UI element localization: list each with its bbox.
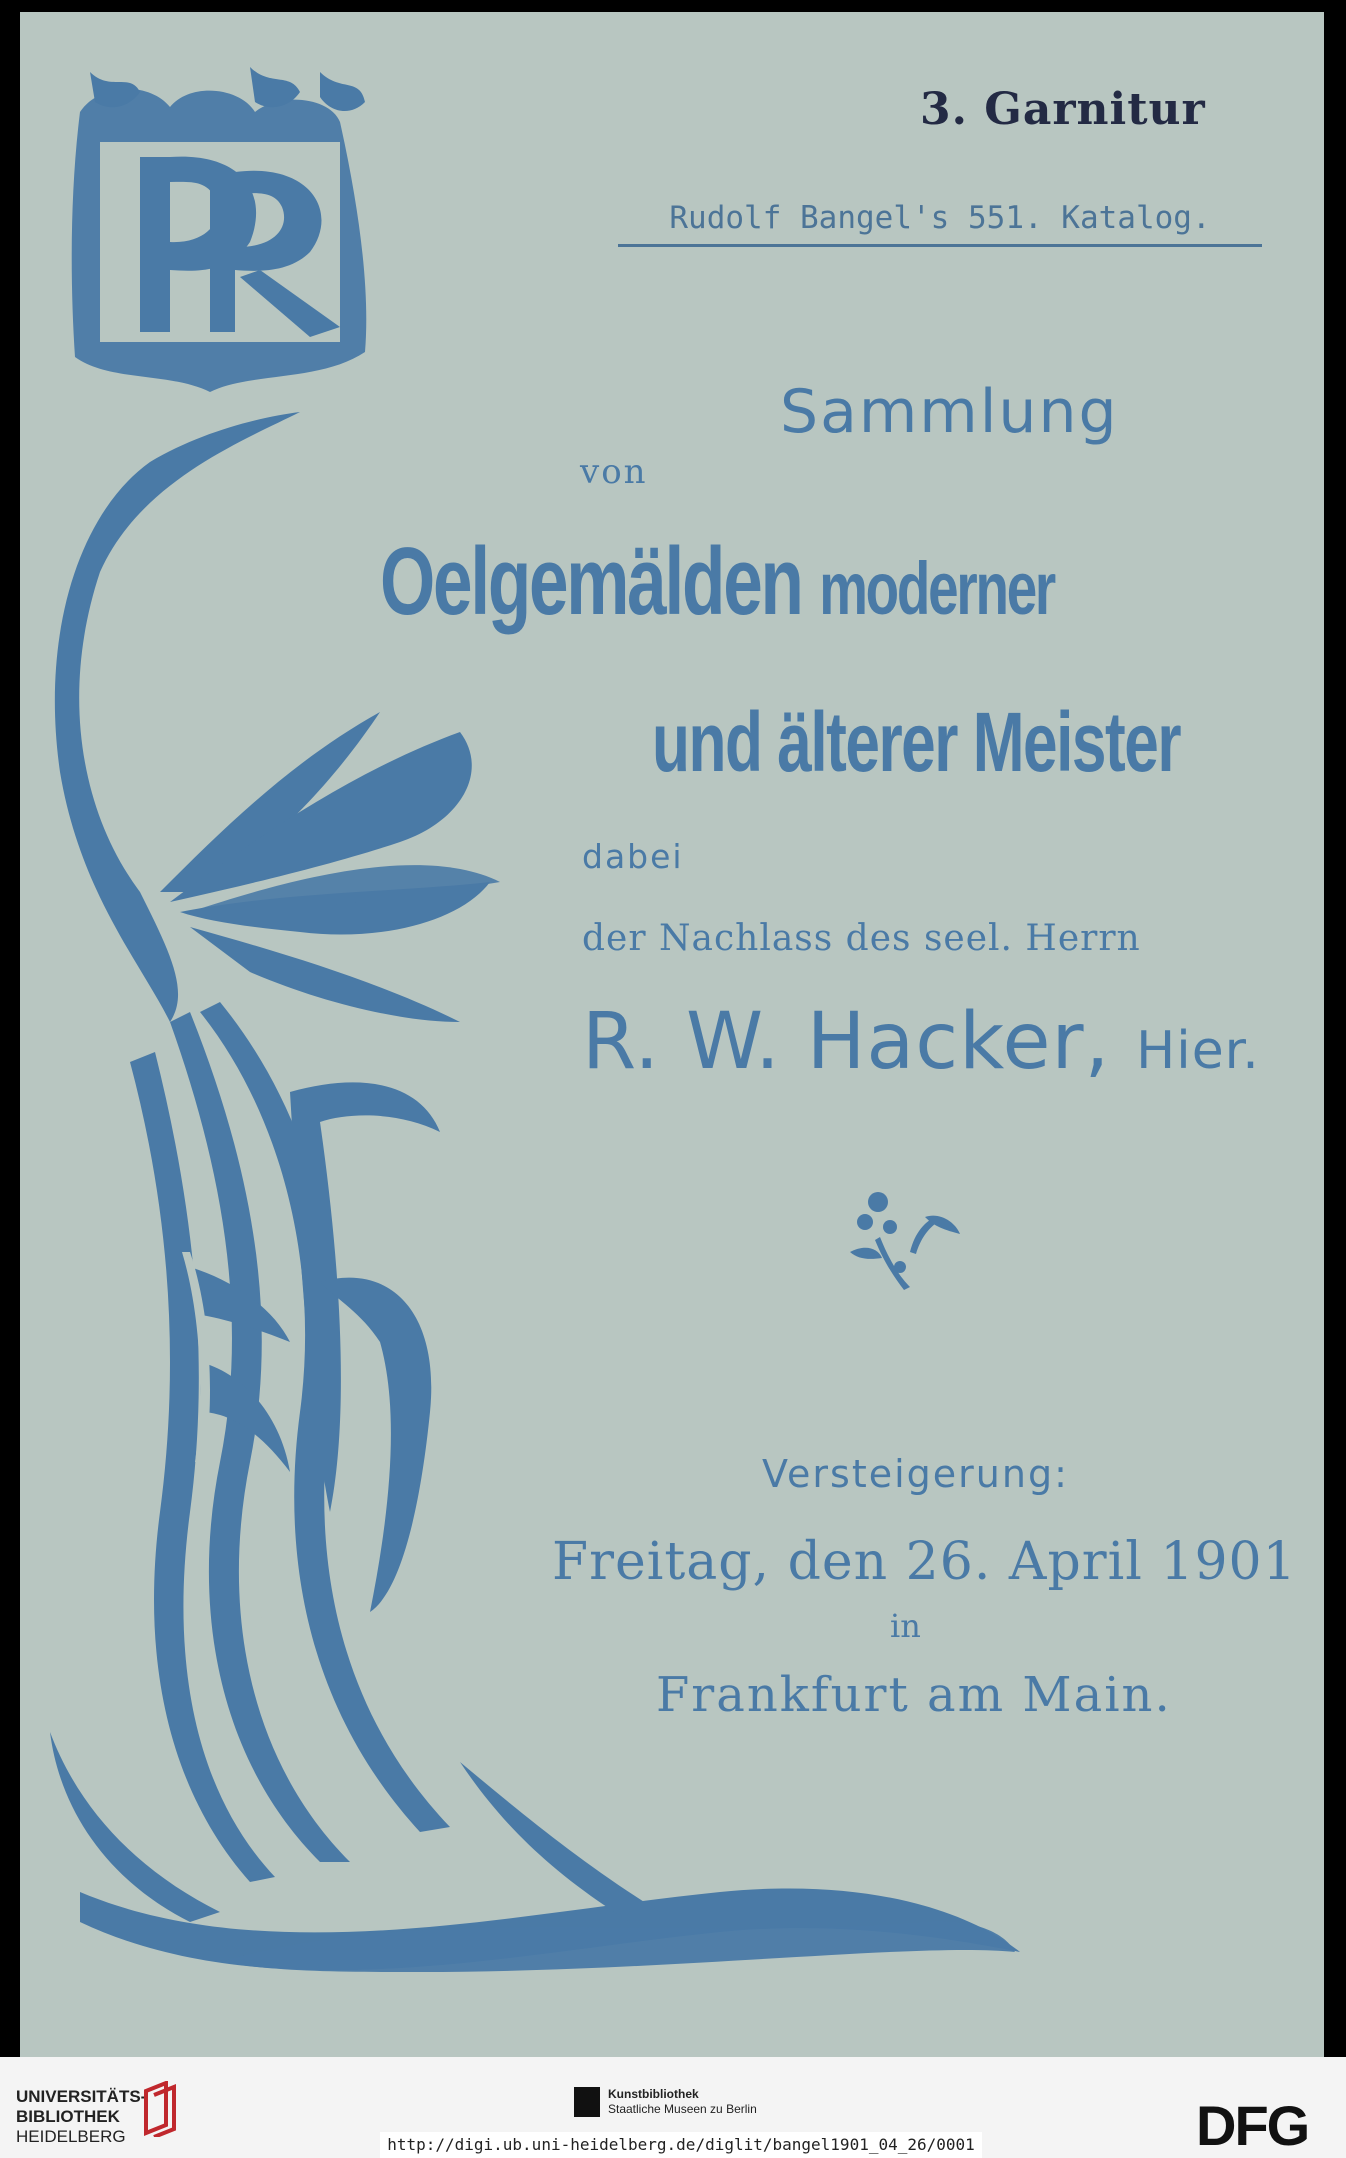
kunstbibliothek-icon bbox=[574, 2087, 600, 2117]
dfg-logo[interactable]: DFG bbox=[1196, 2094, 1309, 2157]
auction-label: Versteigerung: bbox=[762, 1452, 1069, 1496]
kb-line-2: Staatliche Museen zu Berlin bbox=[608, 2102, 757, 2116]
name-suffix: Hier. bbox=[1136, 1021, 1260, 1081]
ub-line-1: UNIVERSITÄTS- bbox=[16, 2087, 147, 2106]
text-nachlass: der Nachlass des seel. Herrn bbox=[582, 918, 1141, 959]
long-leaf bbox=[55, 412, 300, 1022]
kunstbibliothek-text[interactable] bbox=[608, 2087, 757, 2117]
title-line-1 bbox=[380, 527, 1054, 637]
title-line-2: und älterer Meister bbox=[652, 695, 1181, 789]
flower-vignette bbox=[850, 1192, 960, 1290]
ub-heidelberg-logo-text[interactable] bbox=[16, 2087, 146, 2147]
ub-book-icon bbox=[142, 2081, 178, 2137]
catalog-number-line: Rudolf Bangel's 551. Katalog. bbox=[618, 200, 1262, 247]
catalog-cover-page bbox=[20, 12, 1324, 2057]
ub-line-2: BIBLIOTHEK bbox=[16, 2107, 120, 2126]
auction-in: in bbox=[890, 1607, 921, 1645]
auction-place: Frankfurt am Main. bbox=[656, 1667, 1172, 1723]
name-main: R. W. Hacker, bbox=[582, 997, 1111, 1087]
heading-sammlung: Sammlung bbox=[780, 377, 1119, 447]
name-hacker bbox=[582, 997, 1260, 1087]
kb-line-1: Kunstbibliothek bbox=[608, 2087, 699, 2101]
heading-von: von bbox=[580, 452, 648, 492]
stamp-garnitur: 3. Garnitur bbox=[920, 84, 1206, 135]
bottom-wave-2 bbox=[220, 1921, 1015, 1972]
permalink-url[interactable]: http://digi.ub.uni-heidelberg.de/diglit/bangel1901_04_26/0001 bbox=[380, 2132, 982, 2158]
ub-line-3: HEIDELBERG bbox=[16, 2127, 126, 2146]
title-oelgemaelden: Oelgemälden bbox=[380, 528, 802, 635]
title-moderner: moderner bbox=[819, 547, 1055, 630]
flower-petal-4 bbox=[190, 927, 460, 1022]
auction-date: Freitag, den 26. April 1901 bbox=[552, 1532, 1297, 1592]
text-dabei: dabei bbox=[582, 837, 684, 876]
monogram-letters bbox=[140, 157, 340, 337]
bottom-wave-3 bbox=[460, 1762, 660, 1922]
